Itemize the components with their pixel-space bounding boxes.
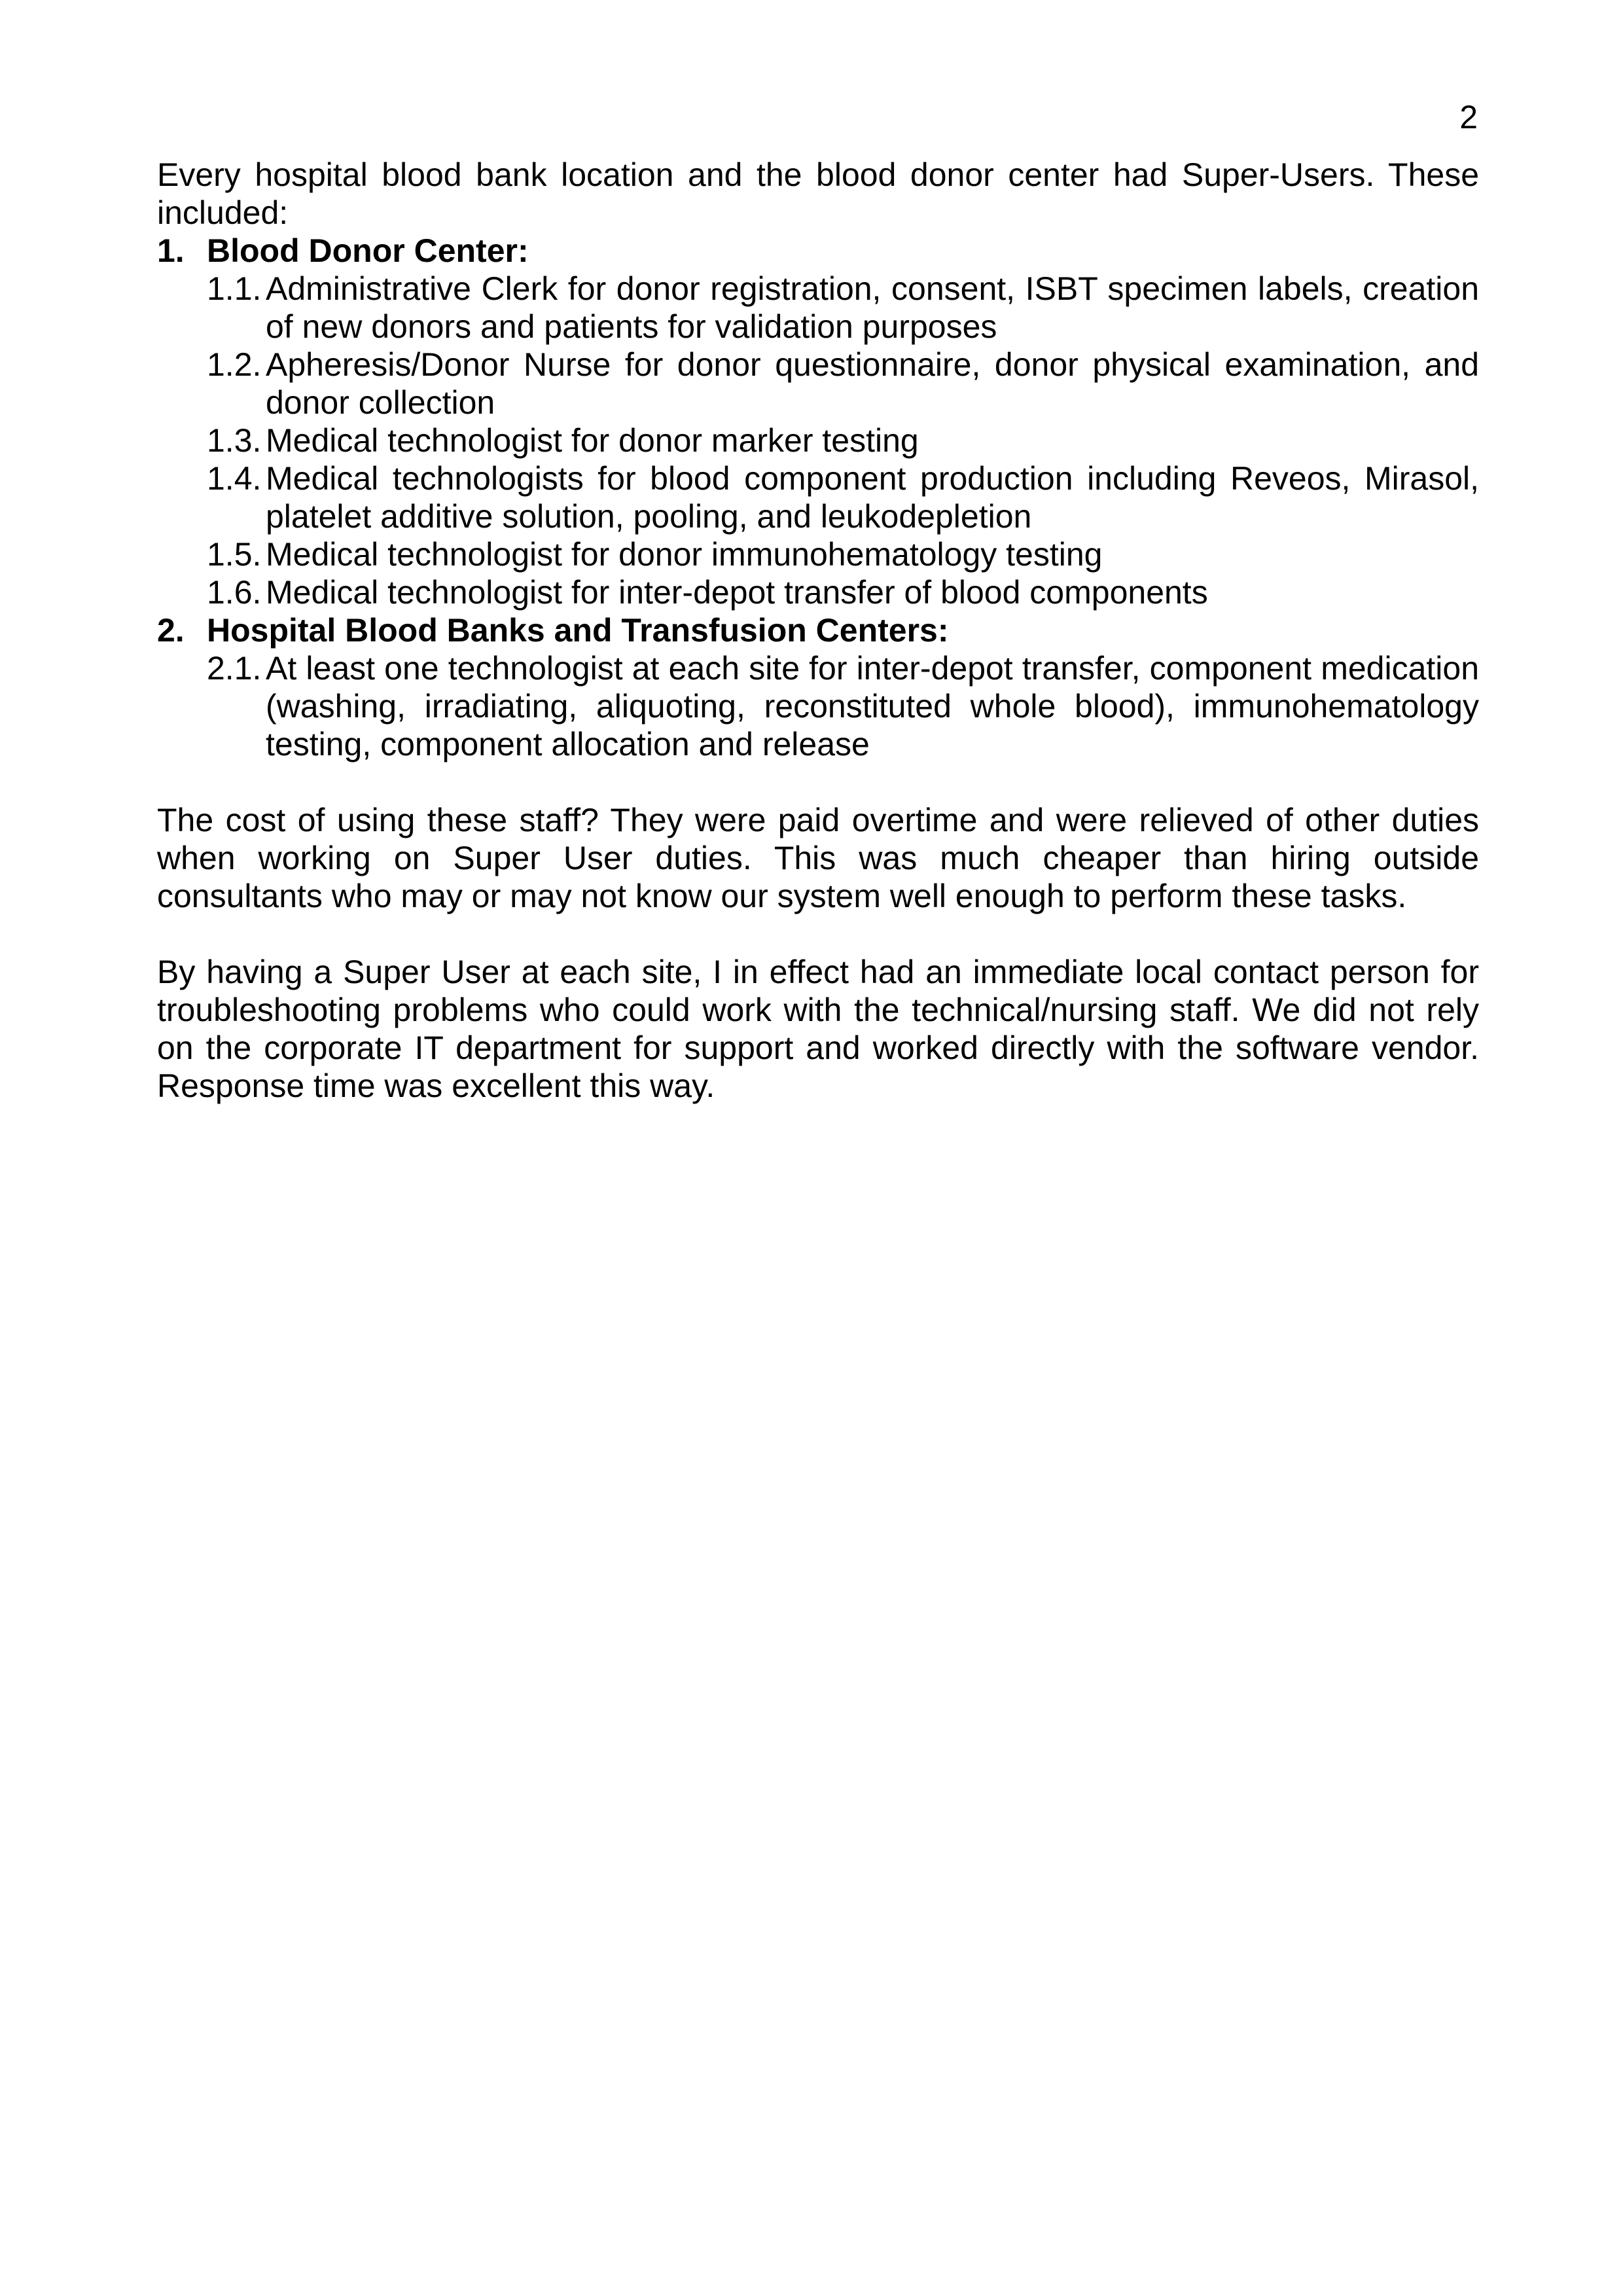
section-number: 1.	[157, 232, 185, 269]
page-number: 2	[1459, 99, 1478, 135]
item-text: Medical technologist for inter-depot transfer of blood components	[266, 574, 1208, 611]
list-item	[157, 573, 1479, 611]
item-number: 1.3.	[207, 422, 262, 459]
item-number: 1.6.	[207, 574, 262, 611]
super-user-list	[157, 232, 1479, 763]
list-item	[157, 649, 1479, 763]
intro-paragraph: Every hospital blood bank location and the blood donor center had Super-Users. These included:	[157, 156, 1479, 231]
item-number: 2.1.	[207, 650, 262, 687]
section-number: 2.	[157, 612, 185, 649]
list-item	[157, 459, 1479, 535]
list-item	[157, 346, 1479, 422]
item-text: Medical technologist for donor marker testing	[266, 422, 919, 459]
section-heading	[157, 232, 1479, 270]
item-text: Medical technologist for donor immunohematology testing	[266, 536, 1103, 573]
item-text: Apheresis/Donor Nurse for donor questionnaire, donor physical examination, and donor collection	[266, 346, 1479, 421]
section-hospital-blood-banks	[157, 611, 1479, 763]
item-text: Medical technologists for blood component production including Reveos, Mirasol, platelet additive solution, pooling, and leukodepletion	[266, 460, 1479, 535]
support-paragraph: By having a Super User at each site, I in effect had an immediate local contact person for troubleshooting problems who could work with the technical/nursing staff. We did not rely on the corporate IT department for support and worked directly with the software vendor. Response time was excellent this way.	[157, 954, 1479, 1104]
item-text: At least one technologist at each site for inter-depot transfer, component medication (washing, irradiating, aliquoting, reconstituted whole blood), immunohematology testing, component allocation and release	[266, 650, 1479, 762]
item-number: 1.1.	[207, 270, 262, 307]
section-blood-donor-center	[157, 232, 1479, 611]
section-heading	[157, 611, 1479, 649]
section-title: Blood Donor Center:	[207, 232, 529, 269]
item-number: 1.5.	[207, 536, 262, 573]
item-number: 1.2.	[207, 346, 262, 383]
section-title: Hospital Blood Banks and Transfusion Centers:	[207, 612, 949, 649]
document-body	[157, 156, 1479, 1105]
list-item	[157, 270, 1479, 346]
item-number: 1.4.	[207, 460, 262, 497]
list-item	[157, 535, 1479, 573]
item-text: Administrative Clerk for donor registration, consent, ISBT specimen labels, creation of new donors and patients for validation purposes	[266, 270, 1479, 345]
cost-paragraph: The cost of using these staff? They were paid overtime and were relieved of other duties when working on Super User duties. This was much cheaper than hiring outside consultants who may or may not know our system well enough to perform these tasks.	[157, 802, 1479, 914]
list-item	[157, 422, 1479, 459]
